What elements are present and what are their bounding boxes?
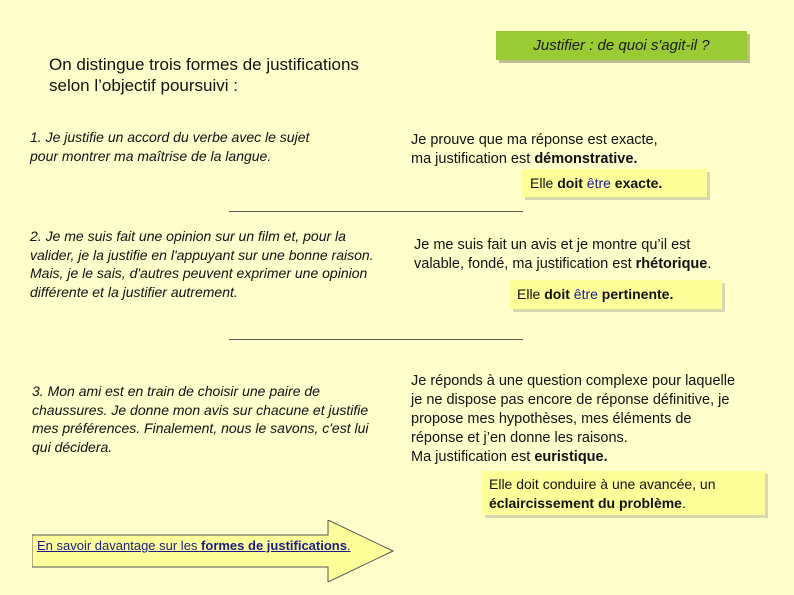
answer-2-type: rhétorique — [635, 256, 708, 272]
answer-1-text: ma justification est — [411, 151, 535, 167]
title-box — [496, 31, 747, 60]
link-text-bold: formes de justifications — [201, 538, 347, 553]
example-2-line-4: différente et la justifier autrement. — [30, 283, 238, 300]
answer-1-type: démonstrative. — [534, 151, 638, 167]
example-2-line-1: 2. Je me suis fait une opinion sur un film et, pour la — [30, 228, 346, 244]
link-text-post: . — [346, 538, 351, 553]
conclusion-2-mid: être — [569, 286, 602, 302]
answer-3-line-1: Je réponds à une question complexe pour laquelle — [411, 373, 736, 389]
example-3-line-3: mes préférences. Finalement, nous le savons, c'est lui — [32, 420, 369, 436]
more-about-justifications-link[interactable] — [37, 538, 351, 553]
conclusion-2-box — [510, 280, 722, 309]
example-3 — [32, 382, 402, 456]
answer-2-line-2 — [414, 255, 789, 274]
example-2 — [30, 227, 405, 301]
conclusion-1-pre: Elle — [530, 175, 558, 191]
divider-1 — [229, 211, 523, 212]
example-3-line-1: 3. Mon ami est en train de choisir une paire de — [32, 383, 320, 399]
answer-3-line-2: je ne dispose pas encore de réponse définitive, je — [411, 392, 730, 408]
title-text: Justifier : de quoi s'agit-il ? — [533, 37, 710, 54]
link-text-pre: En savoir davantage sur les — [37, 538, 202, 553]
answer-1-line-1: Je prouve que ma réponse est exacte, — [411, 132, 658, 148]
answer-1-line-2 — [411, 150, 781, 169]
answer-2-post: . — [707, 256, 712, 272]
example-1 — [30, 128, 390, 165]
answer-1 — [411, 131, 781, 169]
conclusion-1-mid: être — [582, 175, 615, 191]
answer-2-line-1: Je me suis fait un avis et je montre qu’il est — [414, 237, 691, 253]
conclusion-1-doit: doit — [557, 175, 583, 191]
example-2-line-2: valider, je la justifie en l'appuyant sur une bonne raison. — [30, 246, 374, 263]
intro-heading-line-1: On distingue trois formes de justifications — [49, 55, 359, 74]
intro-heading — [49, 54, 469, 96]
example-1-line-1: 1. Je justifie un accord du verbe avec le sujet — [30, 129, 310, 145]
conclusion-3-bold: éclaircissement du problème — [489, 495, 682, 511]
conclusion-1-box — [522, 169, 707, 197]
conclusion-3-box — [482, 471, 765, 515]
conclusion-3-post: . — [681, 495, 686, 511]
conclusion-2-word: pertinente. — [601, 286, 674, 302]
intro-heading-line-2: selon l’objectif poursuivi : — [49, 76, 238, 95]
conclusion-3-line-1: Elle doit conduire à une avancée, un — [489, 476, 716, 492]
answer-3-line-4: réponse et j’en donne les raisons. — [411, 430, 628, 446]
conclusion-3-line-2 — [489, 494, 765, 513]
conclusion-1-word: exacte. — [614, 175, 663, 191]
conclusion-2-doit: doit — [544, 286, 570, 302]
answer-2-text: valable, fondé, ma justification est — [414, 256, 636, 272]
example-3-line-4: qui décidera. — [32, 438, 113, 455]
conclusion-2-pre: Elle — [517, 286, 545, 302]
example-1-line-2: pour montrer ma maîtrise de la langue. — [30, 147, 272, 164]
answer-3-line-5 — [411, 448, 791, 467]
answer-3-text: Ma justification est — [411, 449, 535, 465]
answer-2 — [414, 236, 789, 274]
divider-2 — [229, 339, 523, 340]
answer-3 — [411, 372, 791, 467]
answer-3-type: euristique. — [534, 449, 608, 465]
answer-3-line-3: propose mes hypothèses, mes éléments de — [411, 411, 692, 427]
example-3-line-2: chaussures. Je donne mon avis sur chacune et justifie — [32, 401, 369, 418]
example-2-line-3: Mais, je le sais, d'autres peuvent exprimer une opinion — [30, 265, 368, 281]
